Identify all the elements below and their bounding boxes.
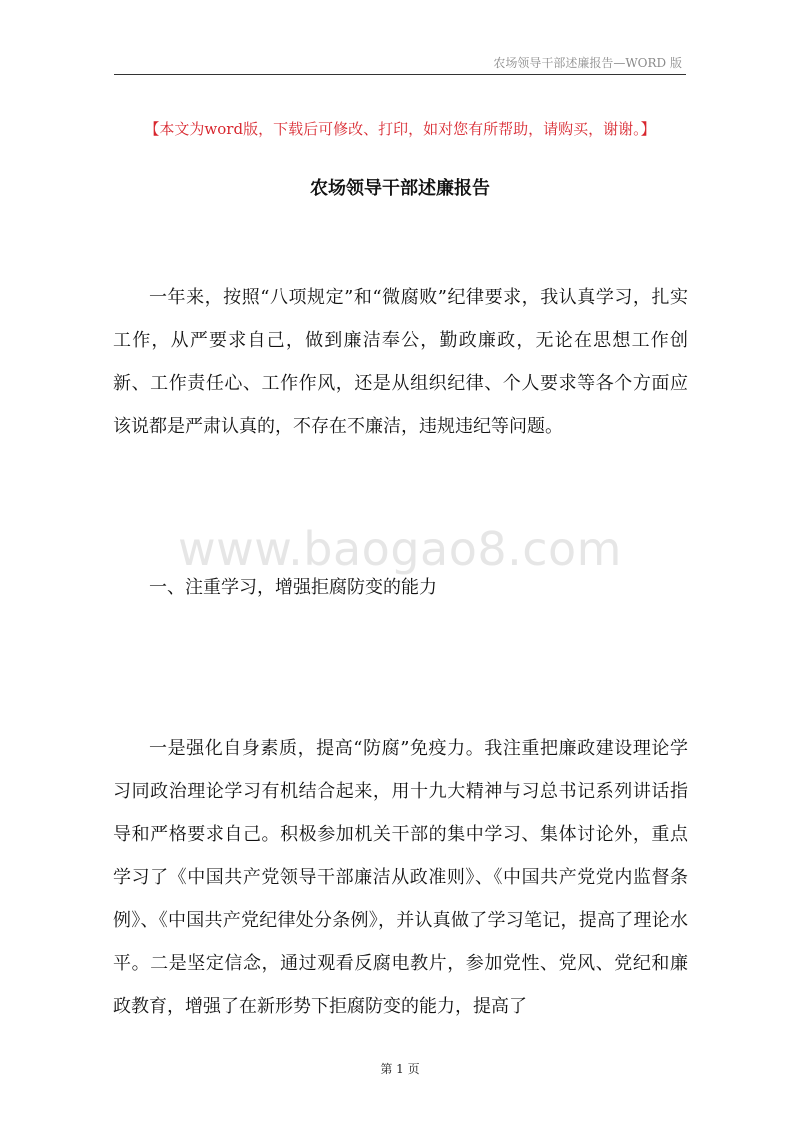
document-title: 农场领导干部述廉报告 (310, 178, 490, 199)
page-number: 第 1 页 (380, 1062, 420, 1076)
section-heading: 一、注重学习，增强拒腐防变的能力 (149, 577, 437, 598)
purchase-notice: 【本文为word版，下载后可修改、打印，如对您有所帮助，请购买，谢谢。】 (144, 120, 656, 138)
body-paragraph-study: 一是强化自身素质，提高“防腐”免疫力。我注重把廉政建设理论学习同政治理论学习有机结合起来，用十九大精神与习总书记系列讲话指导和严格要求自己。积极参加机关干部的集中学习、集体讨论外，重点学习了《中国共产党领导干部廉洁从政准则》、《中国共产党党内监督条例》、《中国共产党纪律处分条例》，并认真做了学习笔记，提高了理论水平。二是坚定信念，通过观看反腐电教片，参加党性、党风、党纪和廉政教育，增强了在新形势下拒腐防变的能力，提高了 (113, 738, 688, 1017)
running-header: 农场领导干部述廉报告—WORD 版 (493, 56, 682, 70)
body-paragraph-intro: 一年来，按照“八项规定”和“微腐败”纪律要求，我认真学习，扎实工作，从严要求自己，做到廉洁奉公，勤政廉政，无论在思想工作创新、工作责任心、工作作风，还是从组织纪律、个人要求等各个方面应该说都是严肃认真的，不存在不廉洁，违规违纪等问题。 (113, 287, 688, 437)
watermark: www.baogao8.com (178, 522, 622, 576)
header-divider (114, 74, 686, 75)
